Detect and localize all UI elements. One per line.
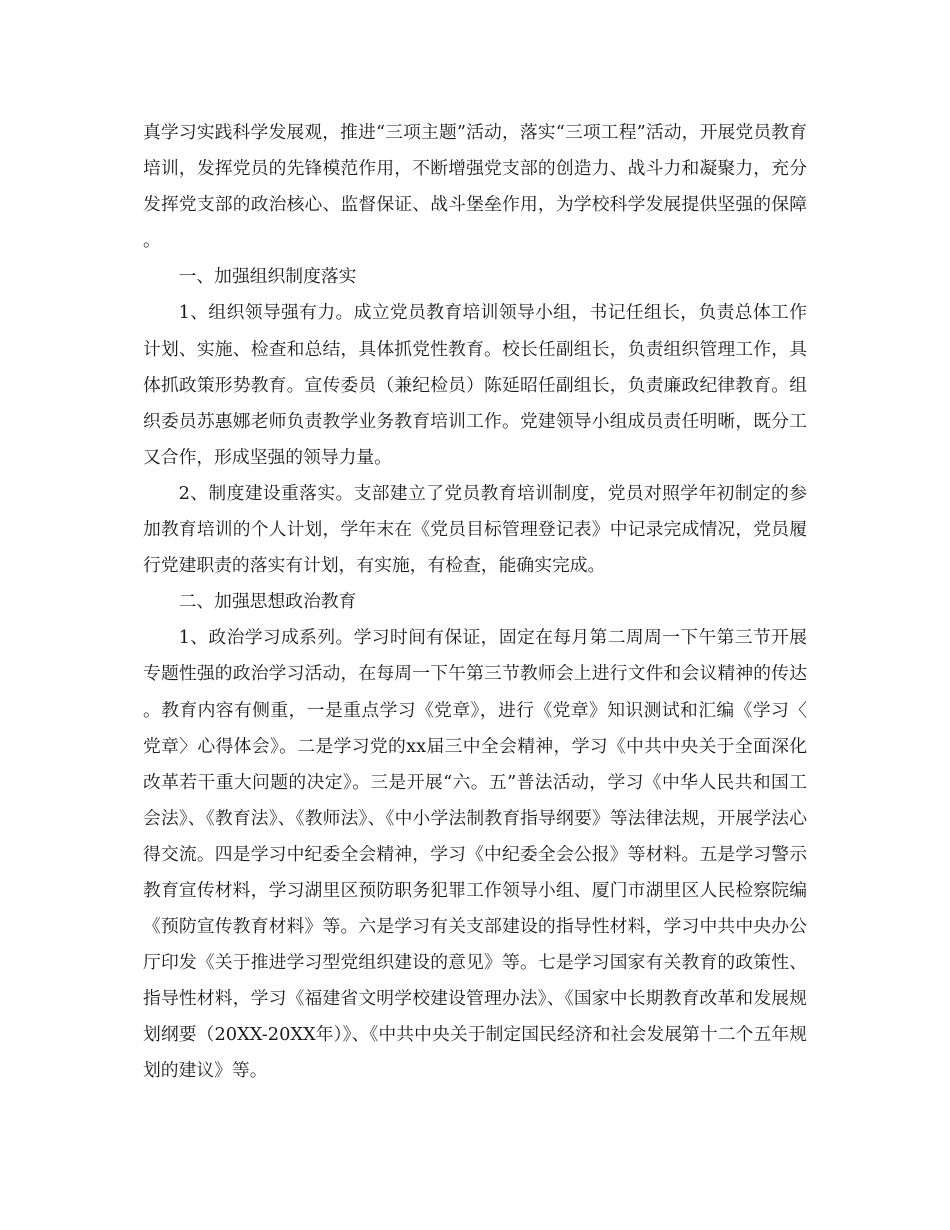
paragraph-section-1-item-1: 1、组织领导强有力。成立党员教育培训领导小组，书记任组长，负责总体工作计划、实施、检查和总结，具体抓党性教育。校长任副组长，负责组织管理工作，具体抓政策形势教育。宣传委员（兼纪检员）陈延昭任副组长，负责廉政纪律教育。组织委员苏惠娜老师负责教学业务教育培训工作。党建领导小组成员责任明晰，既分工又合作，形成坚强的领导力量。 bbox=[143, 302, 807, 468]
heading-section-2: 二、加强思想政治教育 bbox=[178, 591, 357, 613]
heading-section-1: 一、加强组织制度落实 bbox=[178, 266, 357, 288]
paragraph-section-2-item-1: 1、政治学习成系列。学习时间有保证，固定在每月第二周周一下午第三节开展专题性强的政治学习活动，在每周一下午第三节教师会上进行文件和会议精神的传达。教育内容有侧重，一是重点学习《党章》，进行《党章》知识测试和汇编《学习〈党章〉心得体会》。二是学习党的xx届三中全会精神，学习《中共中央关于全面深化改革若干重大问题的决定》。三是开展“六。五”普法活动，学习《中华人民共和国工会法》、《教育法》、《教师法》、《中小学法制教育指导纲要》等法律法规，开展学法心得交流。四是学习中纪委全会精神，学习《中纪委全会公报》等材料。五是学习警示教育宣传材料，学习湖里区预防职务犯罪工作领导小组、厦门市湖里区人民检察院编《预防宣传教育材料》等。六是学习有关支部建设的指导性材料，学习中共中央办公厅印发《关于推进学习型党组织建设的意见》等。七是学习国家有关教育的政策性、指导性材料，学习《福建省文明学校建设管理办法》、《国家中长期教育改革和发展规划纲要（20XX-20XX年）》、《中共中央关于制定国民经济和社会发展第十二个五年规划的建议》等。 bbox=[143, 627, 807, 1082]
document-page bbox=[143, 115, 807, 1090]
paragraph-intro-continued: 真学习实践科学发展观，推进“三项主题”活动，落实“三项工程”活动，开展党员教育培训，发挥党员的先锋模范作用，不断增强党支部的创造力、战斗力和凝聚力，充分发挥党支部的政治核心、监督保证、战斗堡垒作用，为学校科学发展提供坚强的保障。 bbox=[143, 122, 807, 252]
paragraph-section-1-item-2: 2、制度建设重落实。支部建立了党员教育培训制度，党员对照学年初制定的参加教育培训的个人计划，学年末在《党员目标管理登记表》中记录完成情况，党员履行党建职责的落实有计划，有实施，有检查，能确实完成。 bbox=[143, 482, 807, 577]
